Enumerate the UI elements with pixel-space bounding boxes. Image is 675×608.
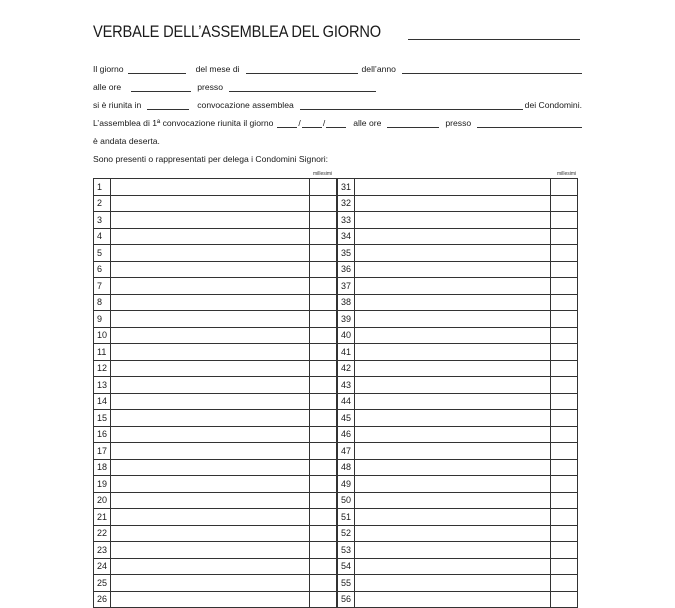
condomino-name-cell[interactable] — [110, 426, 310, 443]
row-number: 46 — [338, 426, 355, 443]
millesimi-cell[interactable] — [551, 492, 578, 509]
millesimi-cell[interactable] — [310, 492, 337, 509]
millesimi-cell[interactable] — [551, 327, 578, 344]
table-row — [94, 476, 337, 493]
condomino-name-cell[interactable] — [110, 261, 310, 278]
table-row — [338, 393, 578, 410]
table-row — [338, 410, 578, 427]
millesimi-cell[interactable] — [310, 542, 337, 559]
millesimi-cell[interactable] — [310, 459, 337, 476]
row-number: 16 — [94, 426, 111, 443]
label-assemblea-prima-convocazione: L’assemblea di 1ª convocazione riunita il giorno — [93, 118, 274, 128]
condomino-name-cell[interactable] — [110, 327, 310, 344]
row-number: 44 — [338, 393, 355, 410]
condomino-name-cell[interactable] — [354, 294, 550, 311]
row-number: 52 — [338, 525, 355, 542]
millesimi-label-right: millesimi — [557, 171, 577, 177]
field-giorno[interactable] — [128, 65, 186, 74]
row-number: 23 — [94, 542, 111, 559]
condomino-name-cell[interactable] — [354, 195, 550, 212]
millesimi-cell[interactable] — [310, 476, 337, 493]
row-number: 19 — [94, 476, 111, 493]
millesimi-cell[interactable] — [551, 228, 578, 245]
row-number: 20 — [94, 492, 111, 509]
millesimi-cell[interactable] — [551, 393, 578, 410]
row-number: 55 — [338, 575, 355, 592]
row-number: 26 — [94, 591, 111, 608]
table-row — [94, 558, 337, 575]
row-number: 22 — [94, 525, 111, 542]
millesimi-cell[interactable] — [310, 261, 337, 278]
condomino-name-cell[interactable] — [110, 558, 310, 575]
millesimi-cell[interactable] — [551, 459, 578, 476]
field-anno-1a[interactable] — [326, 119, 346, 128]
form-line-3 — [93, 100, 582, 110]
row-number: 13 — [94, 377, 111, 394]
label-dei-condomini: dei Condomini. — [524, 100, 582, 110]
row-number: 54 — [338, 558, 355, 575]
millesimi-cell[interactable] — [551, 558, 578, 575]
millesimi-cell[interactable] — [310, 360, 337, 377]
row-number: 11 — [94, 344, 111, 361]
table-row — [94, 245, 337, 262]
condomino-name-cell[interactable] — [110, 344, 310, 361]
millesimi-cell[interactable] — [310, 509, 337, 526]
condomino-name-cell[interactable] — [110, 179, 310, 196]
millesimi-cell[interactable] — [310, 575, 337, 592]
condomino-name-cell[interactable] — [110, 311, 310, 328]
condomino-name-cell[interactable] — [354, 377, 550, 394]
label-alle-ore: alle ore — [93, 82, 122, 92]
condomino-name-cell[interactable] — [110, 525, 310, 542]
table-row — [338, 311, 578, 328]
condomino-name-cell[interactable] — [110, 278, 310, 295]
condomino-name-cell[interactable] — [110, 443, 310, 460]
condomino-name-cell[interactable] — [110, 459, 310, 476]
table-row — [338, 195, 578, 212]
table-row — [94, 459, 337, 476]
millesimi-cell[interactable] — [551, 278, 578, 295]
condomino-name-cell[interactable] — [110, 294, 310, 311]
millesimi-cell[interactable] — [551, 575, 578, 592]
table-row — [94, 410, 337, 427]
table-row — [338, 360, 578, 377]
table-row — [338, 228, 578, 245]
label-il-giorno: Il giorno — [93, 64, 124, 74]
table-row — [94, 443, 337, 460]
condomino-name-cell[interactable] — [354, 278, 550, 295]
millesimi-cell[interactable] — [551, 591, 578, 608]
condomino-name-cell[interactable] — [110, 509, 310, 526]
condomino-name-cell[interactable] — [110, 410, 310, 427]
millesimi-cell[interactable] — [551, 443, 578, 460]
row-number: 50 — [338, 492, 355, 509]
millesimi-cell[interactable] — [551, 509, 578, 526]
millesimi-cell[interactable] — [310, 525, 337, 542]
label-dell-anno: dell’anno — [361, 64, 396, 74]
row-number: 10 — [94, 327, 111, 344]
millesimi-cell[interactable] — [310, 393, 337, 410]
condomino-name-cell[interactable] — [354, 228, 550, 245]
table-row — [338, 261, 578, 278]
condomino-name-cell[interactable] — [110, 212, 310, 229]
row-number: 12 — [94, 360, 111, 377]
millesimi-cell[interactable] — [310, 311, 337, 328]
millesimi-cell[interactable] — [310, 443, 337, 460]
form-line-4 — [93, 118, 582, 128]
field-anno[interactable] — [402, 65, 582, 74]
row-number: 34 — [338, 228, 355, 245]
table-row — [94, 591, 337, 608]
millesimi-cell[interactable] — [551, 344, 578, 361]
row-number: 25 — [94, 575, 111, 592]
row-number: 40 — [338, 327, 355, 344]
row-number: 21 — [94, 509, 111, 526]
date-separator-2: / — [322, 118, 326, 128]
condomino-name-cell[interactable] — [354, 591, 550, 608]
row-number: 9 — [94, 311, 111, 328]
field-giorno-1a[interactable] — [277, 119, 297, 128]
row-number: 5 — [94, 245, 111, 262]
condomino-name-cell[interactable] — [110, 575, 310, 592]
millesimi-cell[interactable] — [310, 179, 337, 196]
table-row — [338, 492, 578, 509]
label-si-e-riunita-in: si è riunita in — [93, 100, 142, 110]
table-row — [94, 278, 337, 295]
row-number: 2 — [94, 195, 111, 212]
date-separator-1: / — [298, 118, 301, 128]
row-number: 56 — [338, 591, 355, 608]
table-row — [338, 558, 578, 575]
table-row — [94, 261, 337, 278]
table-row — [94, 294, 337, 311]
table-row — [338, 591, 578, 608]
form-line-6 — [93, 154, 582, 164]
millesimi-cell[interactable] — [310, 426, 337, 443]
label-alle-ore-1a: alle ore — [353, 118, 382, 128]
millesimi-label-left: millesimi — [313, 171, 333, 177]
table-row — [94, 426, 337, 443]
label-presso-1a: presso — [445, 118, 472, 128]
row-number: 8 — [94, 294, 111, 311]
millesimi-cell[interactable] — [310, 195, 337, 212]
row-number: 43 — [338, 377, 355, 394]
table-row — [94, 212, 337, 229]
condomino-name-cell[interactable] — [354, 426, 550, 443]
millesimi-cell[interactable] — [551, 542, 578, 559]
millesimi-cell[interactable] — [310, 377, 337, 394]
row-number: 53 — [338, 542, 355, 559]
table-row — [94, 377, 337, 394]
table-row — [338, 294, 578, 311]
row-number: 14 — [94, 393, 111, 410]
condomino-name-cell[interactable] — [354, 476, 550, 493]
table-row — [94, 179, 337, 196]
field-mese-1a[interactable] — [302, 119, 322, 128]
condomino-name-cell[interactable] — [110, 360, 310, 377]
millesimi-cell[interactable] — [310, 591, 337, 608]
label-del-mese-di: del mese di — [195, 64, 240, 74]
row-number: 18 — [94, 459, 111, 476]
table-row — [94, 327, 337, 344]
table-row — [94, 393, 337, 410]
table-row — [94, 492, 337, 509]
table-row — [338, 426, 578, 443]
millesimi-cell[interactable] — [310, 228, 337, 245]
condomino-name-cell[interactable] — [110, 492, 310, 509]
condomino-name-cell[interactable] — [354, 410, 550, 427]
millesimi-cell[interactable] — [551, 212, 578, 229]
table-row — [338, 212, 578, 229]
label-presso: presso — [197, 82, 223, 92]
table-row — [338, 525, 578, 542]
form-line-2 — [93, 82, 582, 92]
table-row — [338, 245, 578, 262]
table-row — [338, 278, 578, 295]
condomino-name-cell[interactable] — [354, 509, 550, 526]
form-line-1 — [93, 64, 582, 74]
field-ore-1a[interactable] — [387, 119, 439, 128]
condomino-name-cell[interactable] — [354, 344, 550, 361]
table-row — [338, 459, 578, 476]
row-number: 1 — [94, 179, 111, 196]
row-number: 49 — [338, 476, 355, 493]
condomino-name-cell[interactable] — [354, 575, 550, 592]
condomino-name-cell[interactable] — [354, 459, 550, 476]
form-line-5 — [93, 136, 582, 146]
label-presenti: Sono presenti o rappresentati per delega i Condomini Signori: — [93, 154, 329, 164]
row-number: 3 — [94, 212, 111, 229]
row-number: 7 — [94, 278, 111, 295]
label-andata-deserta: è andata deserta. — [93, 136, 160, 146]
millesimi-cell[interactable] — [551, 261, 578, 278]
table-row — [338, 542, 578, 559]
field-mese[interactable] — [246, 65, 358, 74]
title-date-blank[interactable] — [408, 39, 580, 40]
table-row — [94, 575, 337, 592]
table-row — [338, 476, 578, 493]
condomino-name-cell[interactable] — [354, 179, 550, 196]
row-number: 38 — [338, 294, 355, 311]
row-number: 48 — [338, 459, 355, 476]
millesimi-cell[interactable] — [551, 245, 578, 262]
condomino-name-cell[interactable] — [354, 245, 550, 262]
condomino-name-cell[interactable] — [354, 492, 550, 509]
millesimi-cell[interactable] — [551, 377, 578, 394]
condomino-name-cell[interactable] — [110, 542, 310, 559]
row-number: 4 — [94, 228, 111, 245]
millesimi-cell[interactable] — [310, 327, 337, 344]
row-number: 51 — [338, 509, 355, 526]
table-row — [94, 525, 337, 542]
millesimi-cell[interactable] — [551, 525, 578, 542]
condomino-name-cell[interactable] — [110, 591, 310, 608]
field-ore[interactable] — [131, 83, 191, 92]
condomino-name-cell[interactable] — [110, 393, 310, 410]
condomino-name-cell[interactable] — [354, 525, 550, 542]
row-number: 31 — [338, 179, 355, 196]
condomino-name-cell[interactable] — [354, 393, 550, 410]
condomino-name-cell[interactable] — [354, 327, 550, 344]
table-row — [338, 179, 578, 196]
condomino-name-cell[interactable] — [110, 195, 310, 212]
label-convocazione-assemblea: convocazione assemblea — [197, 100, 294, 110]
condomino-name-cell[interactable] — [110, 228, 310, 245]
table-row — [94, 542, 337, 559]
condomino-name-cell[interactable] — [354, 558, 550, 575]
condomino-name-cell[interactable] — [354, 443, 550, 460]
row-number: 41 — [338, 344, 355, 361]
table-row — [338, 327, 578, 344]
page-title: VERBALE DELL’ASSEMBLEA DEL GIORNO — [93, 22, 381, 41]
millesimi-cell[interactable] — [310, 558, 337, 575]
table-row — [338, 575, 578, 592]
condomino-name-cell[interactable] — [354, 212, 550, 229]
row-number: 42 — [338, 360, 355, 377]
condomino-name-cell[interactable] — [354, 542, 550, 559]
millesimi-cell[interactable] — [551, 426, 578, 443]
table-row — [338, 443, 578, 460]
field-convocazione-numero[interactable] — [147, 101, 189, 110]
millesimi-cell[interactable] — [551, 294, 578, 311]
row-number: 32 — [338, 195, 355, 212]
row-number: 17 — [94, 443, 111, 460]
table-row — [94, 360, 337, 377]
condomino-name-cell[interactable] — [354, 261, 550, 278]
row-number: 45 — [338, 410, 355, 427]
row-number: 35 — [338, 245, 355, 262]
table-row — [338, 344, 578, 361]
condomino-name-cell[interactable] — [110, 245, 310, 262]
field-presso-1a[interactable] — [477, 119, 582, 128]
condomino-name-cell[interactable] — [110, 476, 310, 493]
condomino-name-cell[interactable] — [110, 377, 310, 394]
millesimi-cell[interactable] — [310, 278, 337, 295]
millesimi-cell[interactable] — [551, 311, 578, 328]
row-number: 47 — [338, 443, 355, 460]
condomino-name-cell[interactable] — [354, 360, 550, 377]
field-presso[interactable] — [229, 83, 376, 92]
table-row — [338, 377, 578, 394]
millesimi-cell[interactable] — [310, 344, 337, 361]
row-number: 6 — [94, 261, 111, 278]
title-row — [93, 22, 580, 42]
millesimi-cell[interactable] — [310, 294, 337, 311]
table-row — [94, 195, 337, 212]
condomino-name-cell[interactable] — [354, 311, 550, 328]
millesimi-cell[interactable] — [551, 179, 578, 196]
millesimi-cell[interactable] — [551, 195, 578, 212]
row-number: 39 — [338, 311, 355, 328]
row-number: 15 — [94, 410, 111, 427]
table-row — [94, 509, 337, 526]
millesimi-cell[interactable] — [551, 476, 578, 493]
row-number: 37 — [338, 278, 355, 295]
table-row — [94, 228, 337, 245]
attendance-table-left — [93, 178, 337, 608]
millesimi-cell[interactable] — [310, 410, 337, 427]
row-number: 33 — [338, 212, 355, 229]
millesimi-cell[interactable] — [551, 360, 578, 377]
table-row — [94, 311, 337, 328]
row-number: 36 — [338, 261, 355, 278]
row-number: 24 — [94, 558, 111, 575]
table-row — [338, 509, 578, 526]
millesimi-cell[interactable] — [310, 212, 337, 229]
millesimi-cell[interactable] — [551, 410, 578, 427]
attendance-table-right — [337, 178, 578, 608]
field-tipo-assemblea[interactable] — [300, 101, 523, 110]
millesimi-cell[interactable] — [310, 245, 337, 262]
table-row — [94, 344, 337, 361]
